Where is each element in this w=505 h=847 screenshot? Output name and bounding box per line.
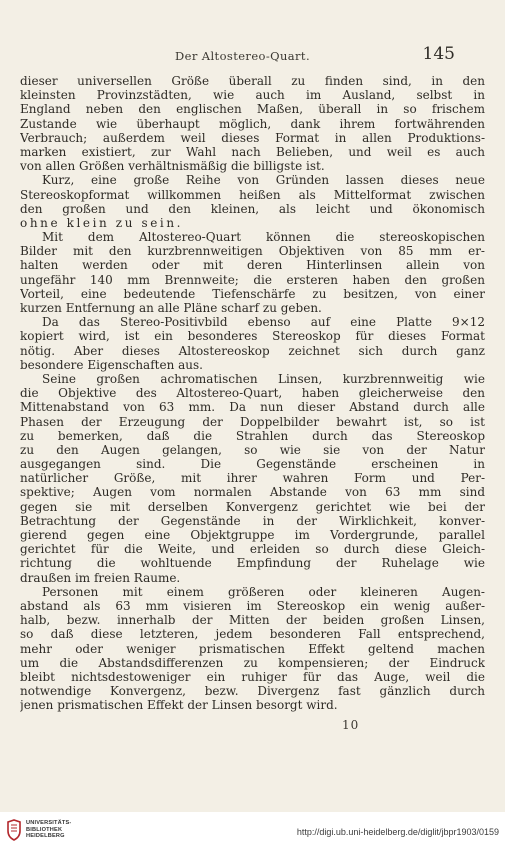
running-title: Der Altostereo-Quart. bbox=[175, 49, 311, 63]
running-head bbox=[0, 44, 505, 68]
text-line: die Objektive des Altostereo-Quart, haben gleicherweise den bbox=[20, 386, 485, 401]
text-line: spektive; Augen vom normalen Abstande von 63 mm sind bbox=[20, 485, 485, 500]
text-line: von allen Größen verhältnismäßig die billigste ist. bbox=[20, 159, 325, 174]
text-line: abstand als 63 mm visieren im Stereoskop ein wenig außer- bbox=[20, 598, 485, 613]
text-line: um die Abstandsdifferenzen zu kompensieren; der Eindruck bbox=[20, 655, 485, 670]
body-text bbox=[20, 74, 485, 712]
text-line: gerichtet für die Weite, und erleiden so durch diese Gleich- bbox=[20, 542, 485, 557]
text-line: draußen im freien Raume. bbox=[20, 570, 181, 585]
signature-mark: 10 bbox=[342, 718, 360, 732]
text-line: besondere Eigenschaften aus. bbox=[20, 357, 203, 372]
text-line: zu den Augen gelangen, so wie sie von der Natur bbox=[20, 442, 485, 457]
text-line: Bilder mit den kurzbrennweitigen Objektiven von 85 mm er- bbox=[20, 244, 485, 259]
logo-text-line: HEIDELBERG bbox=[26, 833, 65, 840]
text-line: dieser universellen Größe überall zu finden sind, in den bbox=[20, 74, 485, 88]
text-line: Da das Stereo-Positivbild ebenso auf eine Platte 9×12 bbox=[42, 315, 485, 330]
library-logo[interactable] bbox=[6, 819, 90, 841]
text-line: notwendige Konvergenz, bezw. Divergenz fast gänzlich durch bbox=[20, 684, 485, 699]
text-line: so daß diese letzteren, jedem besonderen Fall entsprechend, bbox=[20, 627, 485, 642]
text-line: Zustande wie überhaupt möglich, dank ihrem fortwährenden bbox=[20, 116, 485, 131]
text-line: gierend gegen eine Objektgruppe im Vordergrunde, parallel bbox=[20, 528, 485, 542]
text-line: Mit dem Altostereo-Quart können die stereoskopischen bbox=[42, 230, 485, 245]
text-line: mehr oder weniger prismatischen Effekt geltend machen bbox=[20, 641, 485, 656]
text-line: kurzen Entfernung an alle Pläne scharf zu geben. bbox=[20, 301, 322, 315]
text-line: Mittenabstand von 63 mm. Da nun dieser Abstand durch alle bbox=[20, 400, 485, 415]
source-url-link[interactable]: http://digi.ub.uni-heidelberg.de/diglit/jbpr1903/0159 bbox=[296, 827, 499, 837]
text-line: halten werden oder mit deren Hinterlinsen allein von bbox=[20, 258, 485, 273]
text-line: Personen mit einem größeren oder kleineren Augen- bbox=[42, 584, 485, 599]
text-line: ausgegangen sind. Die Gegenstände erscheinen in bbox=[20, 457, 485, 472]
text-line: ohne klein zu sein. bbox=[20, 215, 184, 230]
text-line: natürlicher Größe, mit ihrer wahren Form und Per- bbox=[20, 471, 485, 486]
page-number: 145 bbox=[422, 44, 455, 64]
logo-text-line: UNIVERSITÄTS- bbox=[26, 820, 72, 826]
text-line: kopiert wird, ist ein besonderes Stereoskop für dieses Format bbox=[20, 329, 485, 344]
text-line: zu bemerken, daß die Strahlen durch das Stereoskop bbox=[20, 428, 485, 443]
text-line: Vorteil, eine bedeutende Tiefenschärfe zu besitzen, von einer bbox=[20, 286, 485, 301]
text-line: richtung die wohltuende Empfindung der Ruhelage wie bbox=[20, 556, 485, 571]
logo-text-line: BIBLIOTHEK bbox=[26, 826, 63, 833]
text-line: Betrachtung der Gegenstände in der Wirklichkeit, konver- bbox=[20, 513, 485, 528]
digitization-footer bbox=[0, 812, 505, 847]
text-line: Verbrauch; außerdem weil dieses Format in allen Produktions- bbox=[20, 130, 485, 145]
text-line: ungefähr 140 mm Brennweite; die ersteren haben den großen bbox=[20, 272, 485, 287]
text-line: England neben den englischen Maßen, überall in so frischem bbox=[20, 102, 485, 117]
text-line: Stereoskopformat willkommen heißen als Mittelformat zwischen bbox=[20, 187, 485, 202]
text-line: bleibt nichtsdestoweniger ein ruhiger für das Auge, weil die bbox=[20, 669, 485, 684]
library-logo-text bbox=[26, 820, 72, 840]
text-line: kleinsten Provinzstädten, wie auch im Ausland, selbst in bbox=[20, 88, 485, 103]
text-line: nötig. Aber dieses Altostereoskop zeichnet sich durch ganz bbox=[20, 343, 485, 358]
text-line: halb, bezw. innerhalb der Mitten der beiden großen Linsen, bbox=[20, 613, 485, 628]
text-line: marken existiert, zur Wahl nach Belieben, und weil es auch bbox=[20, 144, 485, 159]
text-line: Phasen der Erzeugung der Doppelbilder bewahrt ist, so ist bbox=[20, 414, 485, 429]
text-line: Kurz, eine große Reihe von Gründen lassen dieses neue bbox=[42, 173, 485, 188]
library-seal-icon bbox=[6, 819, 22, 841]
text-line: Seine großen achromatischen Linsen, kurzbrennweitig wie bbox=[42, 371, 485, 386]
text-line: den großen und den kleinen, als leicht und ökonomisch bbox=[20, 201, 485, 216]
text-line: jenen prismatischen Effekt der Linsen besorgt wird. bbox=[20, 698, 338, 713]
text-line: gegen sie mit derselben Konvergenz gerichtet wie bei der bbox=[20, 499, 485, 514]
